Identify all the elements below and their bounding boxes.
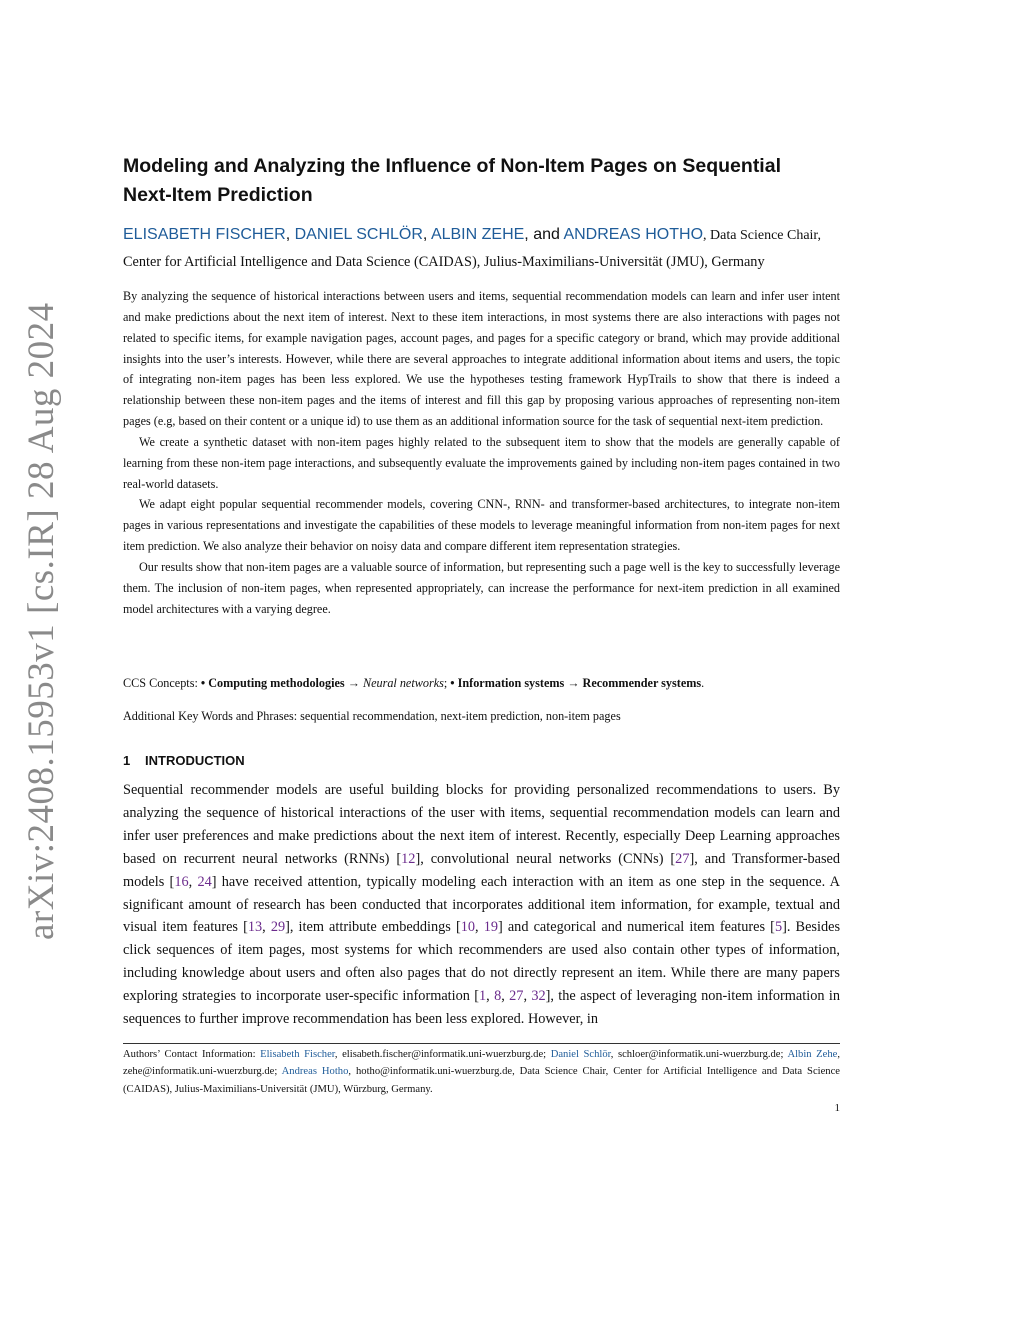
abstract	[123, 286, 840, 620]
title-line-2: Next-Item Prediction	[123, 184, 313, 206]
section-heading-introduction	[123, 751, 840, 771]
intro-text: ], and Transformer-based models [	[123, 850, 841, 890]
abstract-paragraph-1: By analyzing the sequence of historical interactions between users and items, sequential recommendation models can learn and infer user intent and make predictions about the next item of interest. Next to these item interactions, in most systems there are also interactions with pages not related to specific items, for example navigation pages, account pages, and pages for a specific category or brand, which may provide additional insights into the user’s interests. However, while there are several approaches to integrate additional information about items and users, the topic of integrating non-item pages has been less explored. We use the hypotheses testing framework HypTrails to show that there is indeed a relationship between these non-item pages and the items of interest and fill this gap by proposing various approaches of representing non-item pages (e.g, based on their content or a unique id) to use them as an additional information source for the task of sequential next-item prediction.	[123, 289, 840, 429]
citation-link[interactable]: 13	[247, 919, 263, 936]
affiliation-start: , Data Science Chair,	[703, 228, 822, 243]
author-separator: ,	[422, 226, 431, 243]
intro-text: ,	[262, 919, 271, 936]
ccs-concept-computing: Computing methodologies	[208, 676, 345, 690]
section-number: 1	[123, 753, 131, 768]
arxiv-identifier-stamp: arXiv:2408.15953v1 [cs.IR] 28 Aug 2024	[21, 302, 62, 940]
intro-text: ]. Besides click sequences of item pages, most systems for which recommenders are used also contain other types of information, including knowledge about users and often also pages that do not directly represent an item. While there are many papers exploring strategies to incorporate user-specific information [	[123, 919, 841, 1005]
author-link-schloer[interactable]: DANIEL SCHLÖR	[294, 226, 423, 243]
abstract-paragraph-3: We adapt eight popular sequential recommender models, covering CNN-, RNN- and transformer-based architectures, to integrate non-item pages in various representations and investigate the capabilities of these models to leverage meaningful information from non-item pages for next item prediction. We also analyze their behavior on noisy data and compare different item representation strategies.	[123, 497, 840, 554]
intro-text: ,	[486, 988, 495, 1005]
intro-text: ,	[188, 873, 198, 890]
footnote-author-link[interactable]: Daniel Schlör	[550, 1049, 611, 1060]
footnote-email: , elisabeth.fischer@informatik.uni-wuerzburg.de;	[334, 1049, 551, 1060]
author-separator: , and	[524, 226, 564, 243]
citation-link[interactable]: 27	[509, 988, 524, 1005]
citation-link[interactable]: 19	[483, 919, 498, 936]
introduction-paragraph	[123, 779, 840, 1031]
footnote-author-link[interactable]: Albin Zehe	[787, 1049, 838, 1060]
ccs-label: CCS Concepts:	[123, 676, 201, 690]
title-line-1: Modeling and Analyzing the Influence of Non-Item Pages on Sequential	[123, 155, 781, 177]
citation-link[interactable]: 32	[531, 988, 546, 1005]
ccs-sub-recommender-systems: Recommender systems	[582, 676, 702, 690]
footnote-email: , hotho@informatik.uni-wuerzburg.de, Data Science Chair, Center for Artificial Intelligence and Data Science (CAIDAS), Julius-Maximilians-Universität (JMU), Würzburg, Germany.	[123, 1066, 841, 1095]
ccs-arrow: →	[564, 676, 583, 690]
intro-text: ], the aspect of leveraging non-item information in sequences to further improve recommendation has been less explored. However, in	[123, 988, 840, 1028]
footnote-author-link[interactable]: Andreas Hotho	[281, 1066, 349, 1078]
abstract-paragraph-4: Our results show that non-item pages are a valuable source of information, but representing such a page well is the key to successfully leverage them. The inclusion of non-item pages, when represented appropriately, can increase the performance for next-item prediction in all examined model architectures with a varying degree.	[123, 559, 840, 616]
ccs-bullet: •	[450, 676, 458, 690]
citation-link[interactable]: 5	[774, 919, 783, 936]
paper-title	[123, 152, 840, 210]
citation-link[interactable]: 29	[270, 919, 286, 936]
intro-text: ] have received attention, typically modeling each interaction with an item as one step in the sequence. A significant amount of research has been conducted that incorporates additional item information, for example, textual and visual item features [	[123, 873, 840, 936]
intro-text: ], convolutional neural networks (CNNs) [	[415, 850, 676, 867]
citation-link[interactable]: 16	[174, 873, 189, 890]
citation-link[interactable]: 10	[460, 919, 476, 936]
section-title: INTRODUCTION	[145, 753, 245, 768]
footnote-author-link[interactable]: Elisabeth Fischer	[260, 1049, 335, 1060]
ccs-separator: ;	[443, 676, 451, 690]
affiliation-line: Center for Artificial Intelligence and Data Science (CAIDAS), Julius-Maximilians-Universität (JMU), Germany	[123, 254, 765, 270]
ccs-arrow: →	[344, 676, 363, 690]
page-number: 1	[834, 1102, 840, 1114]
intro-text: Sequential recommender models are useful building blocks for providing personalized recommendations to users. By analyzing the sequence of historical interactions of the user with items, sequential recommendation models can learn and infer user preferences and make predictions about the next item of interest. Recently, especially Deep Learning approaches based on recurrent neural networks (RNNs) [	[123, 782, 840, 867]
footnote-divider	[123, 1043, 840, 1044]
citation-link[interactable]: 1	[479, 988, 487, 1005]
ccs-bullet: •	[200, 676, 209, 690]
intro-text: ,	[501, 988, 510, 1005]
author-link-zehe[interactable]: ALBIN ZEHE	[430, 226, 525, 243]
author-link-hotho[interactable]: ANDREAS HOTHO	[563, 226, 704, 243]
author-separator: ,	[285, 226, 295, 243]
ccs-concept-information-systems: Information systems	[457, 676, 565, 690]
intro-text: ] and categorical and numerical item features [	[497, 919, 775, 936]
author-contact-footnote	[123, 1046, 840, 1098]
author-list	[123, 222, 853, 249]
ccs-end: .	[701, 676, 705, 690]
ccs-concepts	[123, 673, 840, 693]
ccs-sub-neural-networks: Neural networks	[362, 676, 444, 690]
author-link-fischer[interactable]: ELISABETH FISCHER	[123, 226, 286, 243]
citation-link[interactable]: 8	[494, 988, 502, 1005]
citation-link[interactable]: 24	[197, 873, 212, 890]
citation-link[interactable]: 12	[401, 850, 416, 867]
footnote-email: , schloer@informatik.uni-wuerzburg.de;	[610, 1049, 788, 1060]
footnote-email: , zehe@informatik.uni-wuerzburg.de;	[123, 1049, 840, 1078]
intro-text: ,	[475, 919, 484, 936]
abstract-paragraph-2: We create a synthetic dataset with non-item pages highly related to the subsequent item to show that the models are generally capable of learning from these non-item page interactions, and subsequently evaluate the improvements gained by including non-item pages contained in two real-world datasets.	[123, 434, 840, 491]
citation-link[interactable]: 27	[675, 850, 690, 867]
intro-text: ], item attribute embeddings [	[285, 919, 461, 936]
footnote-label: Authors’ Contact Information:	[123, 1049, 261, 1060]
intro-text: ,	[523, 988, 532, 1005]
keywords: Additional Key Words and Phrases: sequential recommendation, next-item prediction, non-item pages	[123, 709, 621, 723]
